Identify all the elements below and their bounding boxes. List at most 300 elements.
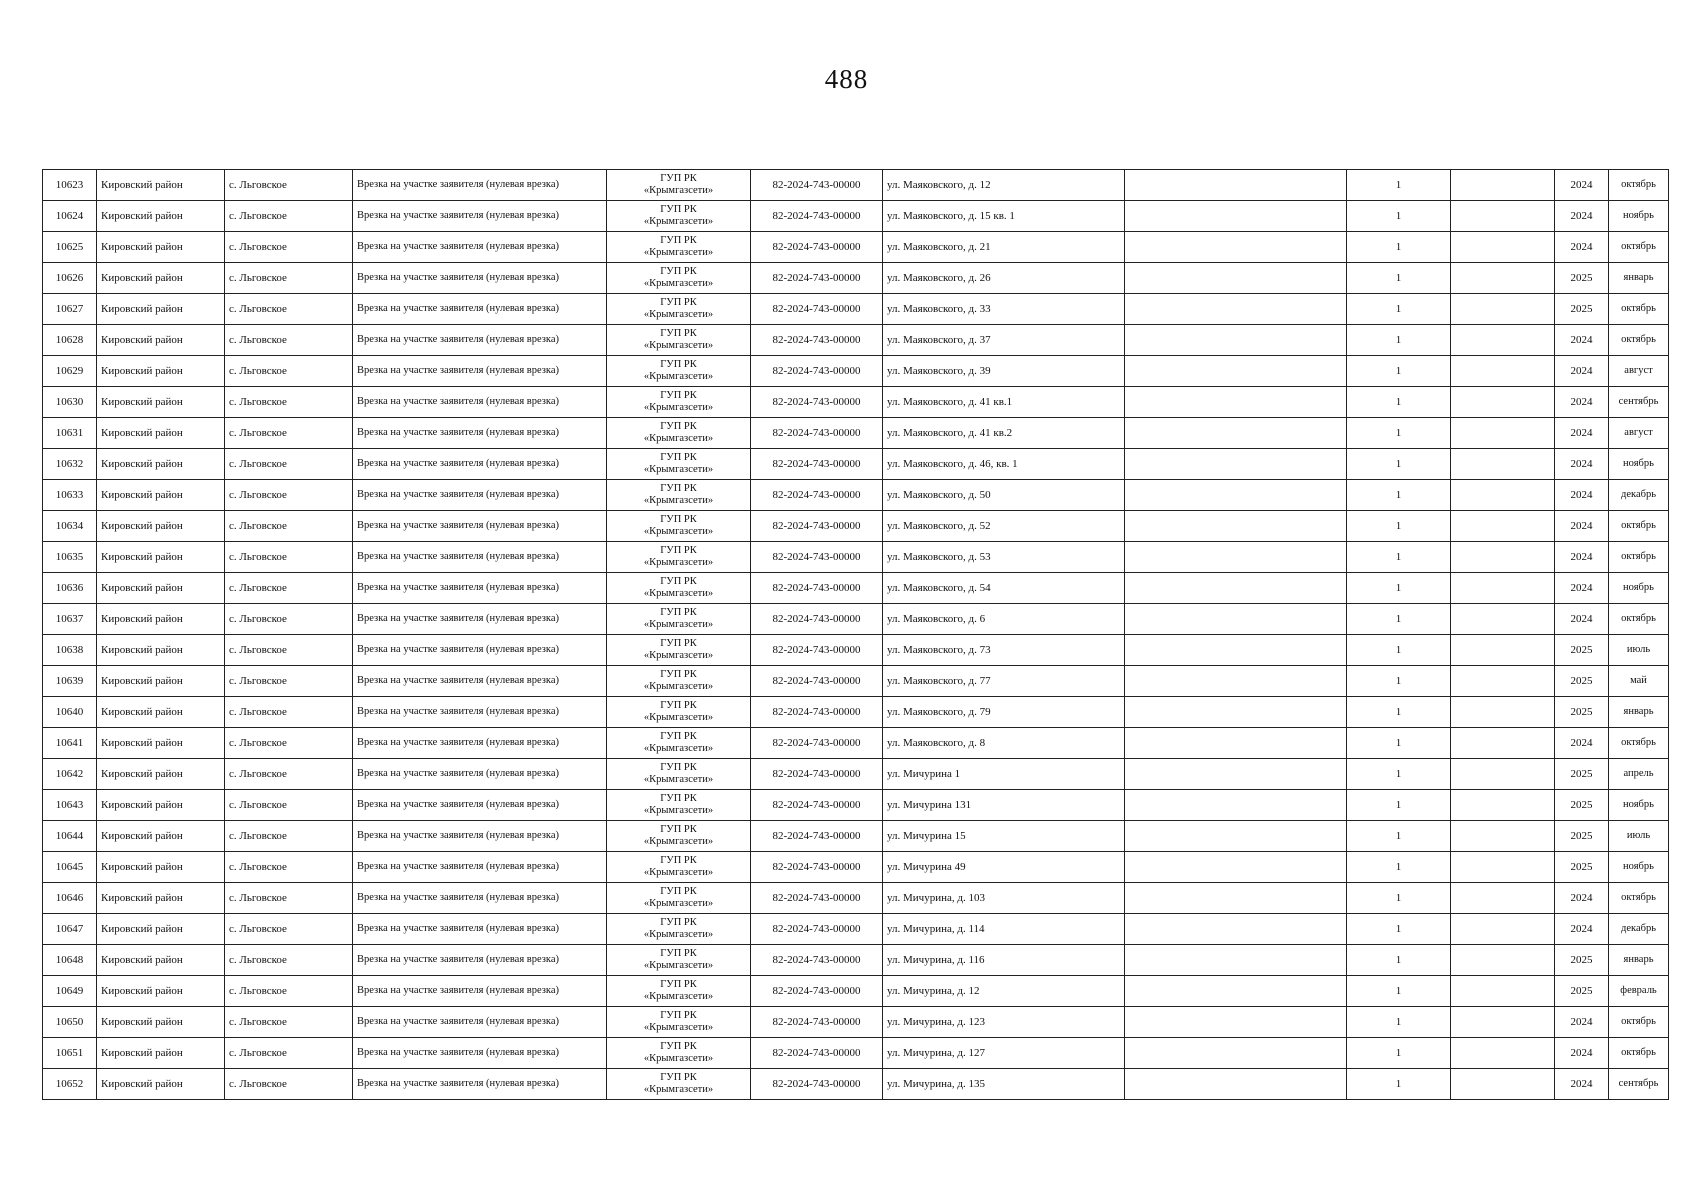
organization-line-1: ГУП РК xyxy=(660,824,697,835)
row-number-cell: 10627 xyxy=(43,294,97,325)
program-code-cell: 82-2024-743-00000 xyxy=(751,511,883,542)
program-code-cell: 82-2024-743-00000 xyxy=(751,1007,883,1038)
quantity-cell: 1 xyxy=(1347,976,1451,1007)
organization-cell xyxy=(607,635,751,666)
note-cell xyxy=(1125,914,1347,945)
organization-cell xyxy=(607,1038,751,1069)
district-cell: Кировский район xyxy=(97,976,225,1007)
extra-cell xyxy=(1451,666,1555,697)
organization-line-2: «Крымгазсети» xyxy=(643,371,714,382)
table-row xyxy=(43,852,1669,883)
note-cell xyxy=(1125,945,1347,976)
year-cell: 2024 xyxy=(1555,480,1609,511)
year-cell: 2024 xyxy=(1555,604,1609,635)
settlement-cell: с. Льговское xyxy=(225,294,353,325)
organization-line-1: ГУП РК xyxy=(660,390,697,401)
organization-line-1: ГУП РК xyxy=(660,173,697,184)
year-cell: 2024 xyxy=(1555,573,1609,604)
settlement-cell: с. Льговское xyxy=(225,666,353,697)
table-row xyxy=(43,697,1669,728)
row-number-cell: 10645 xyxy=(43,852,97,883)
settlement-cell: с. Льговское xyxy=(225,1069,353,1100)
address-cell: ул. Маяковского, д. 54 xyxy=(883,573,1125,604)
table-row xyxy=(43,1069,1669,1100)
organization-line-2: «Крымгазсети» xyxy=(643,1053,714,1064)
row-number-cell: 10639 xyxy=(43,666,97,697)
month-cell: август xyxy=(1609,356,1669,387)
program-code-cell: 82-2024-743-00000 xyxy=(751,883,883,914)
year-cell: 2024 xyxy=(1555,883,1609,914)
work-description-cell: Врезка на участке заявителя (нулевая врезка) xyxy=(353,1007,607,1038)
program-code-cell: 82-2024-743-00000 xyxy=(751,697,883,728)
note-cell xyxy=(1125,325,1347,356)
month-cell: октябрь xyxy=(1609,232,1669,263)
quantity-cell: 1 xyxy=(1347,883,1451,914)
row-number-cell: 10629 xyxy=(43,356,97,387)
row-number-cell: 10628 xyxy=(43,325,97,356)
row-number-cell: 10626 xyxy=(43,263,97,294)
table-row xyxy=(43,480,1669,511)
organization-cell xyxy=(607,480,751,511)
year-cell: 2024 xyxy=(1555,170,1609,201)
note-cell xyxy=(1125,821,1347,852)
quantity-cell: 1 xyxy=(1347,1007,1451,1038)
work-description-cell: Врезка на участке заявителя (нулевая врезка) xyxy=(353,201,607,232)
organization-cell xyxy=(607,325,751,356)
organization-cell xyxy=(607,573,751,604)
work-description-cell: Врезка на участке заявителя (нулевая врезка) xyxy=(353,666,607,697)
organization-line-2: «Крымгазсети» xyxy=(643,216,714,227)
address-cell: ул. Мичурина, д. 12 xyxy=(883,976,1125,1007)
table-row xyxy=(43,666,1669,697)
table-row xyxy=(43,759,1669,790)
month-cell: октябрь xyxy=(1609,170,1669,201)
district-cell: Кировский район xyxy=(97,1007,225,1038)
work-description-cell: Врезка на участке заявителя (нулевая врезка) xyxy=(353,759,607,790)
note-cell xyxy=(1125,449,1347,480)
month-cell: июль xyxy=(1609,821,1669,852)
note-cell xyxy=(1125,759,1347,790)
settlement-cell: с. Льговское xyxy=(225,635,353,666)
organization-line-1: ГУП РК xyxy=(660,855,697,866)
district-cell: Кировский район xyxy=(97,759,225,790)
row-number-cell: 10623 xyxy=(43,170,97,201)
table-row xyxy=(43,914,1669,945)
table-row xyxy=(43,945,1669,976)
organization-cell xyxy=(607,976,751,1007)
table-row xyxy=(43,635,1669,666)
month-cell: октябрь xyxy=(1609,1007,1669,1038)
month-cell: январь xyxy=(1609,697,1669,728)
program-code-cell: 82-2024-743-00000 xyxy=(751,976,883,1007)
table-row xyxy=(43,604,1669,635)
quantity-cell: 1 xyxy=(1347,1038,1451,1069)
month-cell: февраль xyxy=(1609,976,1669,1007)
organization-line-1: ГУП РК xyxy=(660,1072,697,1083)
work-description-cell: Врезка на участке заявителя (нулевая врезка) xyxy=(353,790,607,821)
row-number-cell: 10640 xyxy=(43,697,97,728)
extra-cell xyxy=(1451,511,1555,542)
district-cell: Кировский район xyxy=(97,852,225,883)
quantity-cell: 1 xyxy=(1347,821,1451,852)
district-cell: Кировский район xyxy=(97,1069,225,1100)
year-cell: 2025 xyxy=(1555,852,1609,883)
extra-cell xyxy=(1451,914,1555,945)
organization-line-1: ГУП РК xyxy=(660,762,697,773)
work-description-cell: Врезка на участке заявителя (нулевая врезка) xyxy=(353,883,607,914)
row-number-cell: 10649 xyxy=(43,976,97,1007)
address-cell: ул. Мичурина 49 xyxy=(883,852,1125,883)
row-number-cell: 10643 xyxy=(43,790,97,821)
work-description-cell: Врезка на участке заявителя (нулевая врезка) xyxy=(353,635,607,666)
address-cell: ул. Маяковского, д. 79 xyxy=(883,697,1125,728)
district-cell: Кировский район xyxy=(97,201,225,232)
table-row xyxy=(43,232,1669,263)
program-code-cell: 82-2024-743-00000 xyxy=(751,201,883,232)
table-row xyxy=(43,573,1669,604)
program-code-cell: 82-2024-743-00000 xyxy=(751,635,883,666)
program-code-cell: 82-2024-743-00000 xyxy=(751,356,883,387)
organization-cell xyxy=(607,387,751,418)
settlement-cell: с. Льговское xyxy=(225,511,353,542)
program-code-cell: 82-2024-743-00000 xyxy=(751,387,883,418)
note-cell xyxy=(1125,852,1347,883)
row-number-cell: 10641 xyxy=(43,728,97,759)
row-number-cell: 10631 xyxy=(43,418,97,449)
program-code-cell: 82-2024-743-00000 xyxy=(751,759,883,790)
extra-cell xyxy=(1451,201,1555,232)
organization-line-2: «Крымгазсети» xyxy=(643,526,714,537)
quantity-cell: 1 xyxy=(1347,914,1451,945)
address-cell: ул. Маяковского, д. 41 кв.2 xyxy=(883,418,1125,449)
month-cell: ноябрь xyxy=(1609,449,1669,480)
quantity-cell: 1 xyxy=(1347,480,1451,511)
year-cell: 2025 xyxy=(1555,976,1609,1007)
settlement-cell: с. Льговское xyxy=(225,759,353,790)
address-cell: ул. Мичурина 1 xyxy=(883,759,1125,790)
organization-line-1: ГУП РК xyxy=(660,886,697,897)
extra-cell xyxy=(1451,418,1555,449)
table-row xyxy=(43,821,1669,852)
program-code-cell: 82-2024-743-00000 xyxy=(751,325,883,356)
row-number-cell: 10630 xyxy=(43,387,97,418)
district-cell: Кировский район xyxy=(97,232,225,263)
organization-line-1: ГУП РК xyxy=(660,266,697,277)
note-cell xyxy=(1125,697,1347,728)
district-cell: Кировский район xyxy=(97,325,225,356)
table-row xyxy=(43,542,1669,573)
organization-line-2: «Крымгазсети» xyxy=(643,278,714,289)
settlement-cell: с. Льговское xyxy=(225,1038,353,1069)
table-row xyxy=(43,1007,1669,1038)
extra-cell xyxy=(1451,387,1555,418)
district-cell: Кировский район xyxy=(97,728,225,759)
quantity-cell: 1 xyxy=(1347,759,1451,790)
district-cell: Кировский район xyxy=(97,418,225,449)
organization-line-1: ГУП РК xyxy=(660,1041,697,1052)
address-cell: ул. Мичурина, д. 135 xyxy=(883,1069,1125,1100)
settlement-cell: с. Льговское xyxy=(225,1007,353,1038)
extra-cell xyxy=(1451,294,1555,325)
work-description-cell: Врезка на участке заявителя (нулевая врезка) xyxy=(353,945,607,976)
year-cell: 2024 xyxy=(1555,201,1609,232)
table-row xyxy=(43,449,1669,480)
settlement-cell: с. Льговское xyxy=(225,418,353,449)
note-cell xyxy=(1125,1007,1347,1038)
organization-line-2: «Крымгазсети» xyxy=(643,247,714,258)
month-cell: октябрь xyxy=(1609,1038,1669,1069)
organization-line-2: «Крымгазсети» xyxy=(643,464,714,475)
address-cell: ул. Маяковского, д. 12 xyxy=(883,170,1125,201)
address-cell: ул. Маяковского, д. 37 xyxy=(883,325,1125,356)
settlement-cell: с. Льговское xyxy=(225,201,353,232)
address-cell: ул. Маяковского, д. 8 xyxy=(883,728,1125,759)
settlement-cell: с. Льговское xyxy=(225,945,353,976)
work-description-cell: Врезка на участке заявителя (нулевая врезка) xyxy=(353,914,607,945)
extra-cell xyxy=(1451,635,1555,666)
extra-cell xyxy=(1451,883,1555,914)
settlement-cell: с. Льговское xyxy=(225,387,353,418)
settlement-cell: с. Льговское xyxy=(225,542,353,573)
quantity-cell: 1 xyxy=(1347,201,1451,232)
organization-line-1: ГУП РК xyxy=(660,979,697,990)
extra-cell xyxy=(1451,1069,1555,1100)
district-cell: Кировский район xyxy=(97,480,225,511)
organization-line-2: «Крымгазсети» xyxy=(643,991,714,1002)
organization-line-2: «Крымгазсети» xyxy=(643,681,714,692)
program-code-cell: 82-2024-743-00000 xyxy=(751,728,883,759)
organization-line-1: ГУП РК xyxy=(660,545,697,556)
extra-cell xyxy=(1451,573,1555,604)
row-number-cell: 10636 xyxy=(43,573,97,604)
table-row xyxy=(43,511,1669,542)
note-cell xyxy=(1125,387,1347,418)
note-cell xyxy=(1125,976,1347,1007)
year-cell: 2024 xyxy=(1555,1038,1609,1069)
year-cell: 2025 xyxy=(1555,790,1609,821)
address-cell: ул. Маяковского, д. 77 xyxy=(883,666,1125,697)
settlement-cell: с. Льговское xyxy=(225,232,353,263)
district-cell: Кировский район xyxy=(97,356,225,387)
month-cell: июль xyxy=(1609,635,1669,666)
month-cell: ноябрь xyxy=(1609,573,1669,604)
quantity-cell: 1 xyxy=(1347,573,1451,604)
year-cell: 2024 xyxy=(1555,511,1609,542)
organization-line-2: «Крымгазсети» xyxy=(643,650,714,661)
address-cell: ул. Мичурина, д. 114 xyxy=(883,914,1125,945)
table-row xyxy=(43,170,1669,201)
year-cell: 2024 xyxy=(1555,728,1609,759)
work-description-cell: Врезка на участке заявителя (нулевая врезка) xyxy=(353,728,607,759)
program-code-cell: 82-2024-743-00000 xyxy=(751,1038,883,1069)
year-cell: 2024 xyxy=(1555,418,1609,449)
district-cell: Кировский район xyxy=(97,511,225,542)
address-cell: ул. Маяковского, д. 73 xyxy=(883,635,1125,666)
note-cell xyxy=(1125,604,1347,635)
organization-cell xyxy=(607,666,751,697)
quantity-cell: 1 xyxy=(1347,1069,1451,1100)
address-cell: ул. Маяковского, д. 26 xyxy=(883,263,1125,294)
work-description-cell: Врезка на участке заявителя (нулевая врезка) xyxy=(353,976,607,1007)
program-code-cell: 82-2024-743-00000 xyxy=(751,1069,883,1100)
work-description-cell: Врезка на участке заявителя (нулевая врезка) xyxy=(353,449,607,480)
district-cell: Кировский район xyxy=(97,945,225,976)
quantity-cell: 1 xyxy=(1347,263,1451,294)
month-cell: октябрь xyxy=(1609,294,1669,325)
address-cell: ул. Маяковского, д. 52 xyxy=(883,511,1125,542)
table-row xyxy=(43,976,1669,1007)
organization-cell xyxy=(607,790,751,821)
address-cell: ул. Мичурина, д. 116 xyxy=(883,945,1125,976)
work-description-cell: Врезка на участке заявителя (нулевая врезка) xyxy=(353,480,607,511)
district-cell: Кировский район xyxy=(97,914,225,945)
organization-line-2: «Крымгазсети» xyxy=(643,960,714,971)
organization-line-2: «Крымгазсети» xyxy=(643,898,714,909)
organization-line-1: ГУП РК xyxy=(660,1010,697,1021)
month-cell: ноябрь xyxy=(1609,790,1669,821)
row-number-cell: 10648 xyxy=(43,945,97,976)
address-cell: ул. Мичурина 15 xyxy=(883,821,1125,852)
year-cell: 2024 xyxy=(1555,1007,1609,1038)
district-cell: Кировский район xyxy=(97,635,225,666)
settlement-cell: с. Льговское xyxy=(225,170,353,201)
organization-line-1: ГУП РК xyxy=(660,948,697,959)
district-cell: Кировский район xyxy=(97,294,225,325)
organization-cell xyxy=(607,201,751,232)
organization-cell xyxy=(607,356,751,387)
extra-cell xyxy=(1451,852,1555,883)
program-code-cell: 82-2024-743-00000 xyxy=(751,604,883,635)
program-code-cell: 82-2024-743-00000 xyxy=(751,573,883,604)
note-cell xyxy=(1125,635,1347,666)
extra-cell xyxy=(1451,728,1555,759)
extra-cell xyxy=(1451,263,1555,294)
organization-line-1: ГУП РК xyxy=(660,917,697,928)
work-description-cell: Врезка на участке заявителя (нулевая врезка) xyxy=(353,232,607,263)
settlement-cell: с. Льговское xyxy=(225,976,353,1007)
extra-cell xyxy=(1451,170,1555,201)
district-cell: Кировский район xyxy=(97,604,225,635)
organization-line-2: «Крымгазсети» xyxy=(643,557,714,568)
program-code-cell: 82-2024-743-00000 xyxy=(751,821,883,852)
note-cell xyxy=(1125,480,1347,511)
registry-table xyxy=(42,169,1669,1100)
organization-line-1: ГУП РК xyxy=(660,607,697,618)
organization-cell xyxy=(607,883,751,914)
work-description-cell: Врезка на участке заявителя (нулевая врезка) xyxy=(353,356,607,387)
note-cell xyxy=(1125,232,1347,263)
quantity-cell: 1 xyxy=(1347,945,1451,976)
note-cell xyxy=(1125,1038,1347,1069)
extra-cell xyxy=(1451,542,1555,573)
address-cell: ул. Маяковского, д. 21 xyxy=(883,232,1125,263)
month-cell: октябрь xyxy=(1609,511,1669,542)
note-cell xyxy=(1125,883,1347,914)
program-code-cell: 82-2024-743-00000 xyxy=(751,945,883,976)
extra-cell xyxy=(1451,232,1555,263)
note-cell xyxy=(1125,418,1347,449)
organization-line-1: ГУП РК xyxy=(660,638,697,649)
table-row xyxy=(43,728,1669,759)
program-code-cell: 82-2024-743-00000 xyxy=(751,170,883,201)
organization-line-1: ГУП РК xyxy=(660,731,697,742)
organization-line-2: «Крымгазсети» xyxy=(643,495,714,506)
district-cell: Кировский район xyxy=(97,790,225,821)
organization-line-1: ГУП РК xyxy=(660,793,697,804)
extra-cell xyxy=(1451,759,1555,790)
note-cell xyxy=(1125,170,1347,201)
extra-cell xyxy=(1451,976,1555,1007)
year-cell: 2024 xyxy=(1555,449,1609,480)
year-cell: 2025 xyxy=(1555,759,1609,790)
table-row xyxy=(43,201,1669,232)
settlement-cell: с. Льговское xyxy=(225,263,353,294)
district-cell: Кировский район xyxy=(97,170,225,201)
organization-line-2: «Крымгазсети» xyxy=(643,836,714,847)
organization-line-1: ГУП РК xyxy=(660,235,697,246)
organization-line-2: «Крымгазсети» xyxy=(643,619,714,630)
organization-line-2: «Крымгазсети» xyxy=(643,433,714,444)
organization-line-2: «Крымгазсети» xyxy=(643,774,714,785)
organization-cell xyxy=(607,263,751,294)
district-cell: Кировский район xyxy=(97,387,225,418)
year-cell: 2024 xyxy=(1555,356,1609,387)
settlement-cell: с. Льговское xyxy=(225,356,353,387)
quantity-cell: 1 xyxy=(1347,418,1451,449)
organization-line-2: «Крымгазсети» xyxy=(643,712,714,723)
organization-cell xyxy=(607,914,751,945)
program-code-cell: 82-2024-743-00000 xyxy=(751,418,883,449)
address-cell: ул. Мичурина, д. 103 xyxy=(883,883,1125,914)
quantity-cell: 1 xyxy=(1347,325,1451,356)
address-cell: ул. Мичурина, д. 127 xyxy=(883,1038,1125,1069)
note-cell xyxy=(1125,356,1347,387)
year-cell: 2025 xyxy=(1555,666,1609,697)
district-cell: Кировский район xyxy=(97,449,225,480)
page-number: 488 xyxy=(824,64,869,94)
organization-line-1: ГУП РК xyxy=(660,514,697,525)
quantity-cell: 1 xyxy=(1347,635,1451,666)
row-number-cell: 10652 xyxy=(43,1069,97,1100)
extra-cell xyxy=(1451,790,1555,821)
extra-cell xyxy=(1451,325,1555,356)
program-code-cell: 82-2024-743-00000 xyxy=(751,263,883,294)
work-description-cell: Врезка на участке заявителя (нулевая врезка) xyxy=(353,294,607,325)
organization-cell xyxy=(607,542,751,573)
settlement-cell: с. Льговское xyxy=(225,883,353,914)
organization-cell xyxy=(607,759,751,790)
program-code-cell: 82-2024-743-00000 xyxy=(751,449,883,480)
organization-line-1: ГУП РК xyxy=(660,700,697,711)
work-description-cell: Врезка на участке заявителя (нулевая врезка) xyxy=(353,1038,607,1069)
note-cell xyxy=(1125,542,1347,573)
organization-cell xyxy=(607,728,751,759)
address-cell: ул. Мичурина 131 xyxy=(883,790,1125,821)
organization-cell xyxy=(607,697,751,728)
program-code-cell: 82-2024-743-00000 xyxy=(751,232,883,263)
program-code-cell: 82-2024-743-00000 xyxy=(751,542,883,573)
extra-cell xyxy=(1451,1038,1555,1069)
table-row xyxy=(43,418,1669,449)
organization-line-2: «Крымгазсети» xyxy=(643,340,714,351)
organization-line-1: ГУП РК xyxy=(660,204,697,215)
work-description-cell: Врезка на участке заявителя (нулевая врезка) xyxy=(353,604,607,635)
work-description-cell: Врезка на участке заявителя (нулевая врезка) xyxy=(353,542,607,573)
district-cell: Кировский район xyxy=(97,666,225,697)
year-cell: 2024 xyxy=(1555,387,1609,418)
quantity-cell: 1 xyxy=(1347,232,1451,263)
work-description-cell: Врезка на участке заявителя (нулевая врезка) xyxy=(353,573,607,604)
